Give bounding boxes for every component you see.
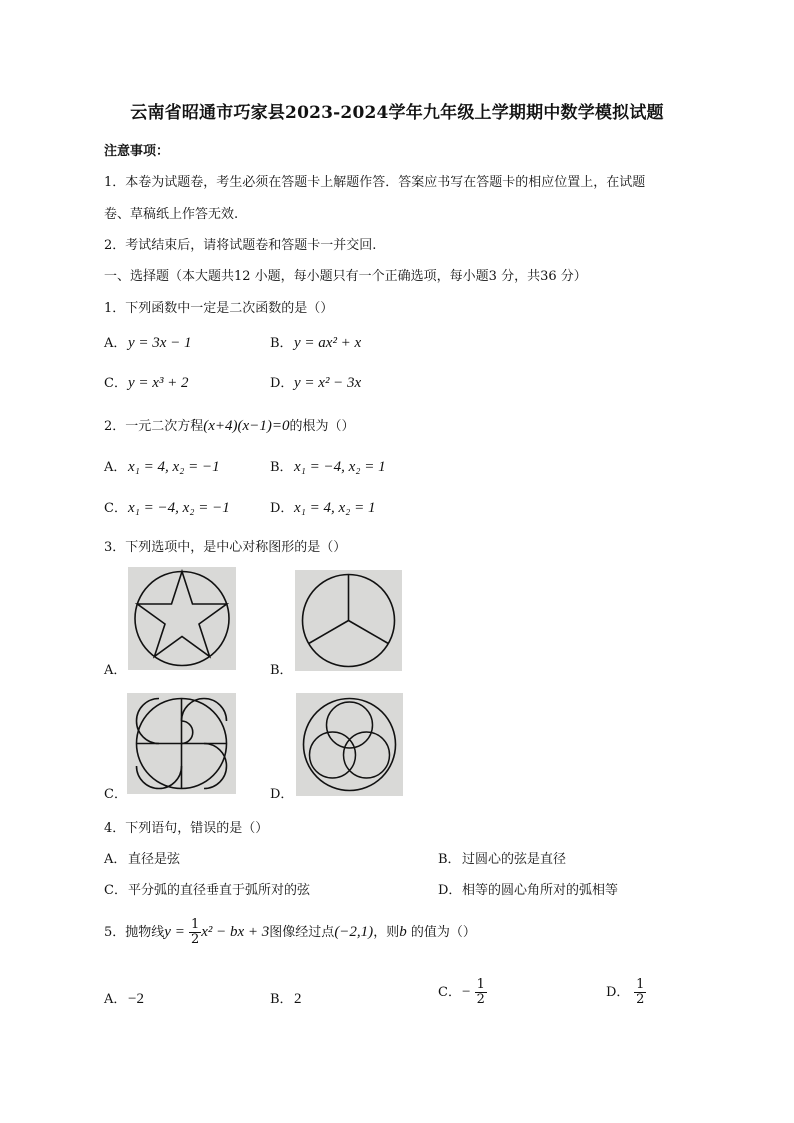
q2-option-d[interactable]	[270, 497, 376, 517]
option-label: B．	[270, 460, 293, 475]
q2-option-c[interactable]	[104, 497, 230, 517]
option-math: x₁ = 4, x₂ = −1	[128, 459, 220, 475]
option-label: D．	[270, 501, 294, 516]
option-label: C．	[104, 501, 127, 516]
option-text: 相等的圆心角所对的弧相等	[462, 883, 619, 898]
q4-option-c[interactable]	[104, 879, 310, 898]
stem-text: 图像经过点	[269, 925, 335, 940]
fraction-denominator: 2	[190, 932, 200, 947]
fraction-denominator: 2	[636, 992, 645, 1007]
section-heading: 一、选择题（本大题共12 小题，每小题只有一个正确选项，每小题3 分，共36 分）	[104, 269, 587, 284]
option-label: C．	[104, 376, 127, 391]
overlapping-circles-drawing	[296, 693, 403, 796]
option-label: A．	[104, 460, 127, 475]
question-2-stem	[104, 415, 354, 435]
q5-option-a[interactable]	[104, 988, 144, 1008]
three-sector-drawing	[295, 570, 402, 671]
option-label: C．	[438, 985, 461, 1000]
q3-option-d-label[interactable]: D．	[270, 787, 294, 802]
q1-option-a[interactable]	[104, 332, 192, 352]
option-fraction	[475, 978, 487, 1007]
option-fraction	[634, 978, 646, 1007]
q5-option-d[interactable]	[606, 978, 646, 1007]
option-label: B．	[270, 992, 293, 1007]
notice-item-2: 2．考试结束后，请将试题卷和答题卡一并交回.	[104, 238, 377, 253]
q3-option-b-label[interactable]: B．	[270, 663, 293, 678]
pinwheel-drawing	[127, 693, 236, 794]
stem-text: ，则	[373, 925, 400, 940]
option-label: A．	[104, 336, 127, 351]
question-4-stem: 4．下列语句，错误的是（）	[104, 821, 269, 836]
option-math: y = ax² + x	[294, 335, 362, 351]
q5-option-c[interactable]	[438, 978, 487, 1007]
question-5-stem	[104, 918, 476, 947]
option-math: y = x³ + 2	[128, 375, 189, 391]
option-label: D．	[438, 883, 462, 898]
stem-text: 2．一元二次方程	[104, 419, 204, 434]
q4-option-b[interactable]	[438, 848, 566, 867]
figure-star-in-circle[interactable]	[128, 567, 236, 670]
option-math: x₁ = 4, x₂ = 1	[294, 500, 376, 516]
stem-equation-rest: x² − bx + 3	[201, 924, 270, 940]
option-label: D．	[606, 985, 630, 1000]
figure-overlapping-circles[interactable]	[296, 693, 403, 796]
figure-three-sectors[interactable]	[295, 570, 402, 671]
option-math: x₁ = −4, x₂ = 1	[294, 459, 386, 475]
q1-option-c[interactable]	[104, 372, 189, 392]
option-label: D．	[270, 376, 294, 391]
q2-option-b[interactable]	[270, 456, 386, 476]
q3-option-a-label[interactable]: A．	[104, 663, 127, 678]
option-math: y = 3x − 1	[128, 335, 192, 351]
stem-text: 5．抛物线	[104, 925, 165, 940]
fraction-denominator: 2	[476, 992, 485, 1007]
figure-pinwheel[interactable]	[127, 693, 236, 794]
star-circle-drawing	[128, 567, 236, 670]
option-value: −2	[128, 991, 144, 1007]
option-label: B．	[438, 852, 461, 867]
stem-fraction	[189, 918, 201, 947]
stem-point: (−2,1)	[334, 924, 374, 940]
notice-item-1-line-2: 卷、草稿纸上作答无效.	[104, 207, 239, 222]
question-1-stem: 1．下列函数中一定是二次函数的是（）	[104, 301, 334, 316]
stem-equation-y: y =	[164, 924, 185, 940]
q4-option-a[interactable]	[104, 848, 180, 867]
fraction-numerator: 1	[476, 977, 485, 992]
option-text: 过圆心的弦是直径	[462, 852, 567, 867]
stem-variable: b	[399, 924, 407, 940]
q4-option-d[interactable]	[438, 879, 618, 898]
option-text: 平分弧的直径垂直于弧所对的弦	[128, 883, 311, 898]
option-sign: −	[462, 984, 471, 1000]
option-text: 直径是弦	[128, 852, 181, 867]
option-label: A．	[104, 852, 127, 867]
option-value: 2	[294, 991, 302, 1007]
option-label: C．	[104, 883, 127, 898]
q2-option-a[interactable]	[104, 456, 220, 476]
stem-equation: (x+4)(x−1)=0	[203, 418, 290, 434]
stem-text: 的根为（）	[289, 419, 355, 434]
q1-option-b[interactable]	[270, 332, 361, 352]
q1-option-d[interactable]	[270, 372, 361, 392]
notice-heading: 注意事项：	[104, 144, 170, 159]
option-label: B．	[270, 336, 293, 351]
option-math: x₁ = −4, x₂ = −1	[128, 500, 230, 516]
fraction-numerator: 1	[636, 977, 645, 992]
fraction-numerator: 1	[190, 917, 200, 932]
question-3-stem: 3．下列选项中，是中心对称图形的是（）	[104, 540, 347, 555]
option-label: A．	[104, 992, 127, 1007]
option-math: y = x² − 3x	[294, 375, 362, 391]
notice-item-1-line-1: 1．本卷为试题卷，考生必须在答题卡上解题作答．答案应书写在答题卡的相应位置上，在试题	[104, 175, 646, 190]
page-title: 云南省昭通市巧家县2023-2024学年九年级上学期期中数学模拟试题	[130, 103, 664, 123]
q3-option-c-label[interactable]: C．	[104, 787, 127, 802]
q5-option-b[interactable]	[270, 988, 302, 1008]
stem-text: 的值为（）	[406, 925, 476, 940]
